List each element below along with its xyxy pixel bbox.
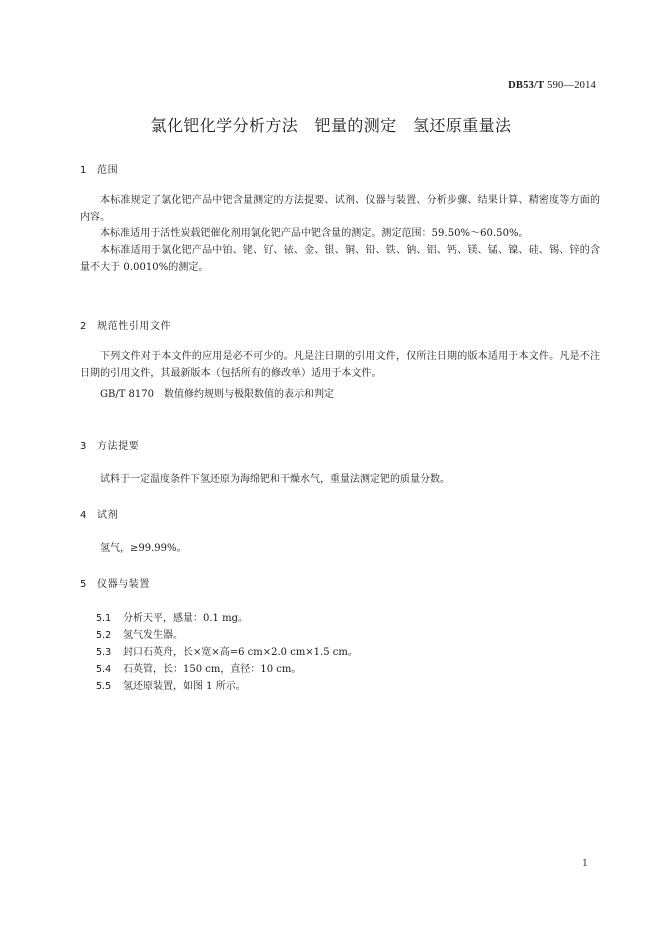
item-number: 5.3: [96, 647, 112, 658]
paragraph: 本标准适用于活性炭载钯催化剂用氯化钯产品中钯含量的测定。测定范围：59.50%～60.50%。: [100, 228, 529, 239]
section-heading-method-summary: [80, 437, 139, 452]
section-title: 试剂: [97, 510, 119, 521]
paragraph: 本标准适用于氯化钯产品中铂、铑、钌、铱、金、银、铜、铅、铁、钠、铝、钙、镁、锰、镍、硅、锡、锌的含量不大于 0.0010%的测定。: [80, 245, 600, 273]
section-number: 5: [80, 579, 87, 590]
document-code-number: 590—2014: [547, 80, 596, 91]
list-item: [96, 626, 183, 641]
item-text: 石英管，长：150 cm，直径：10 cm。: [123, 664, 302, 675]
list-item: [96, 643, 358, 658]
list-item: [96, 677, 246, 692]
item-number: 5.4: [96, 664, 112, 675]
section-number: 3: [80, 441, 87, 452]
item-text: 氢还原装置，如图 1 所示。: [123, 681, 246, 692]
item-number: 5.1: [96, 613, 112, 624]
section-number: 2: [80, 321, 87, 332]
section-heading-scope: [80, 161, 118, 176]
document-code: [508, 80, 596, 91]
section-title: 范围: [97, 165, 119, 176]
item-text: 封口石英舟，长×宽×高=6 cm×2.0 cm×1.5 cm。: [123, 647, 358, 658]
document-title: 氯化钯化学分析方法 钯量的测定 氢还原重量法: [150, 116, 512, 135]
section-title: 规范性引用文件: [97, 321, 172, 332]
document-code-prefix: DB53/T: [508, 80, 545, 91]
section-heading-apparatus: [80, 575, 150, 590]
paragraph: 氢气，≥99.99%。: [100, 543, 187, 554]
paragraph: 下列文件对于本文件的应用是必不可少的。凡是注日期的引用文件，仅所注日期的版本适用于本文件。凡是不注日期的引用文件，其最新版本（包括所有的修改单）适用于本文件。: [80, 351, 600, 379]
section-title: 方法提要: [97, 441, 140, 452]
paragraph: 试料于一定温度条件下氢还原为海绵钯和干燥水气，重量法测定钯的质量分数。: [100, 474, 450, 485]
section-number: 4: [80, 510, 87, 521]
reference-item: GB/T 8170 数值修约规则与极限数值的表示和判定: [100, 389, 335, 400]
list-item: [96, 609, 248, 624]
section-number: 1: [80, 165, 87, 176]
section-heading-reagents: [80, 506, 118, 521]
item-text: 氢气发生器。: [123, 630, 183, 641]
list-item: [96, 660, 301, 675]
item-text: 分析天平，感量：0.1 mg。: [123, 613, 248, 624]
section-title: 仪器与装置: [97, 579, 150, 590]
item-number: 5.2: [96, 630, 112, 641]
item-number: 5.5: [96, 681, 112, 692]
page-number: 1: [581, 858, 588, 869]
paragraph: 本标准规定了氯化钯产品中钯含量测定的方法提要、试剂、仪器与装置、分析步骤、结果计算、精密度等方面的内容。: [80, 195, 600, 223]
section-heading-normative-references: [80, 317, 171, 332]
